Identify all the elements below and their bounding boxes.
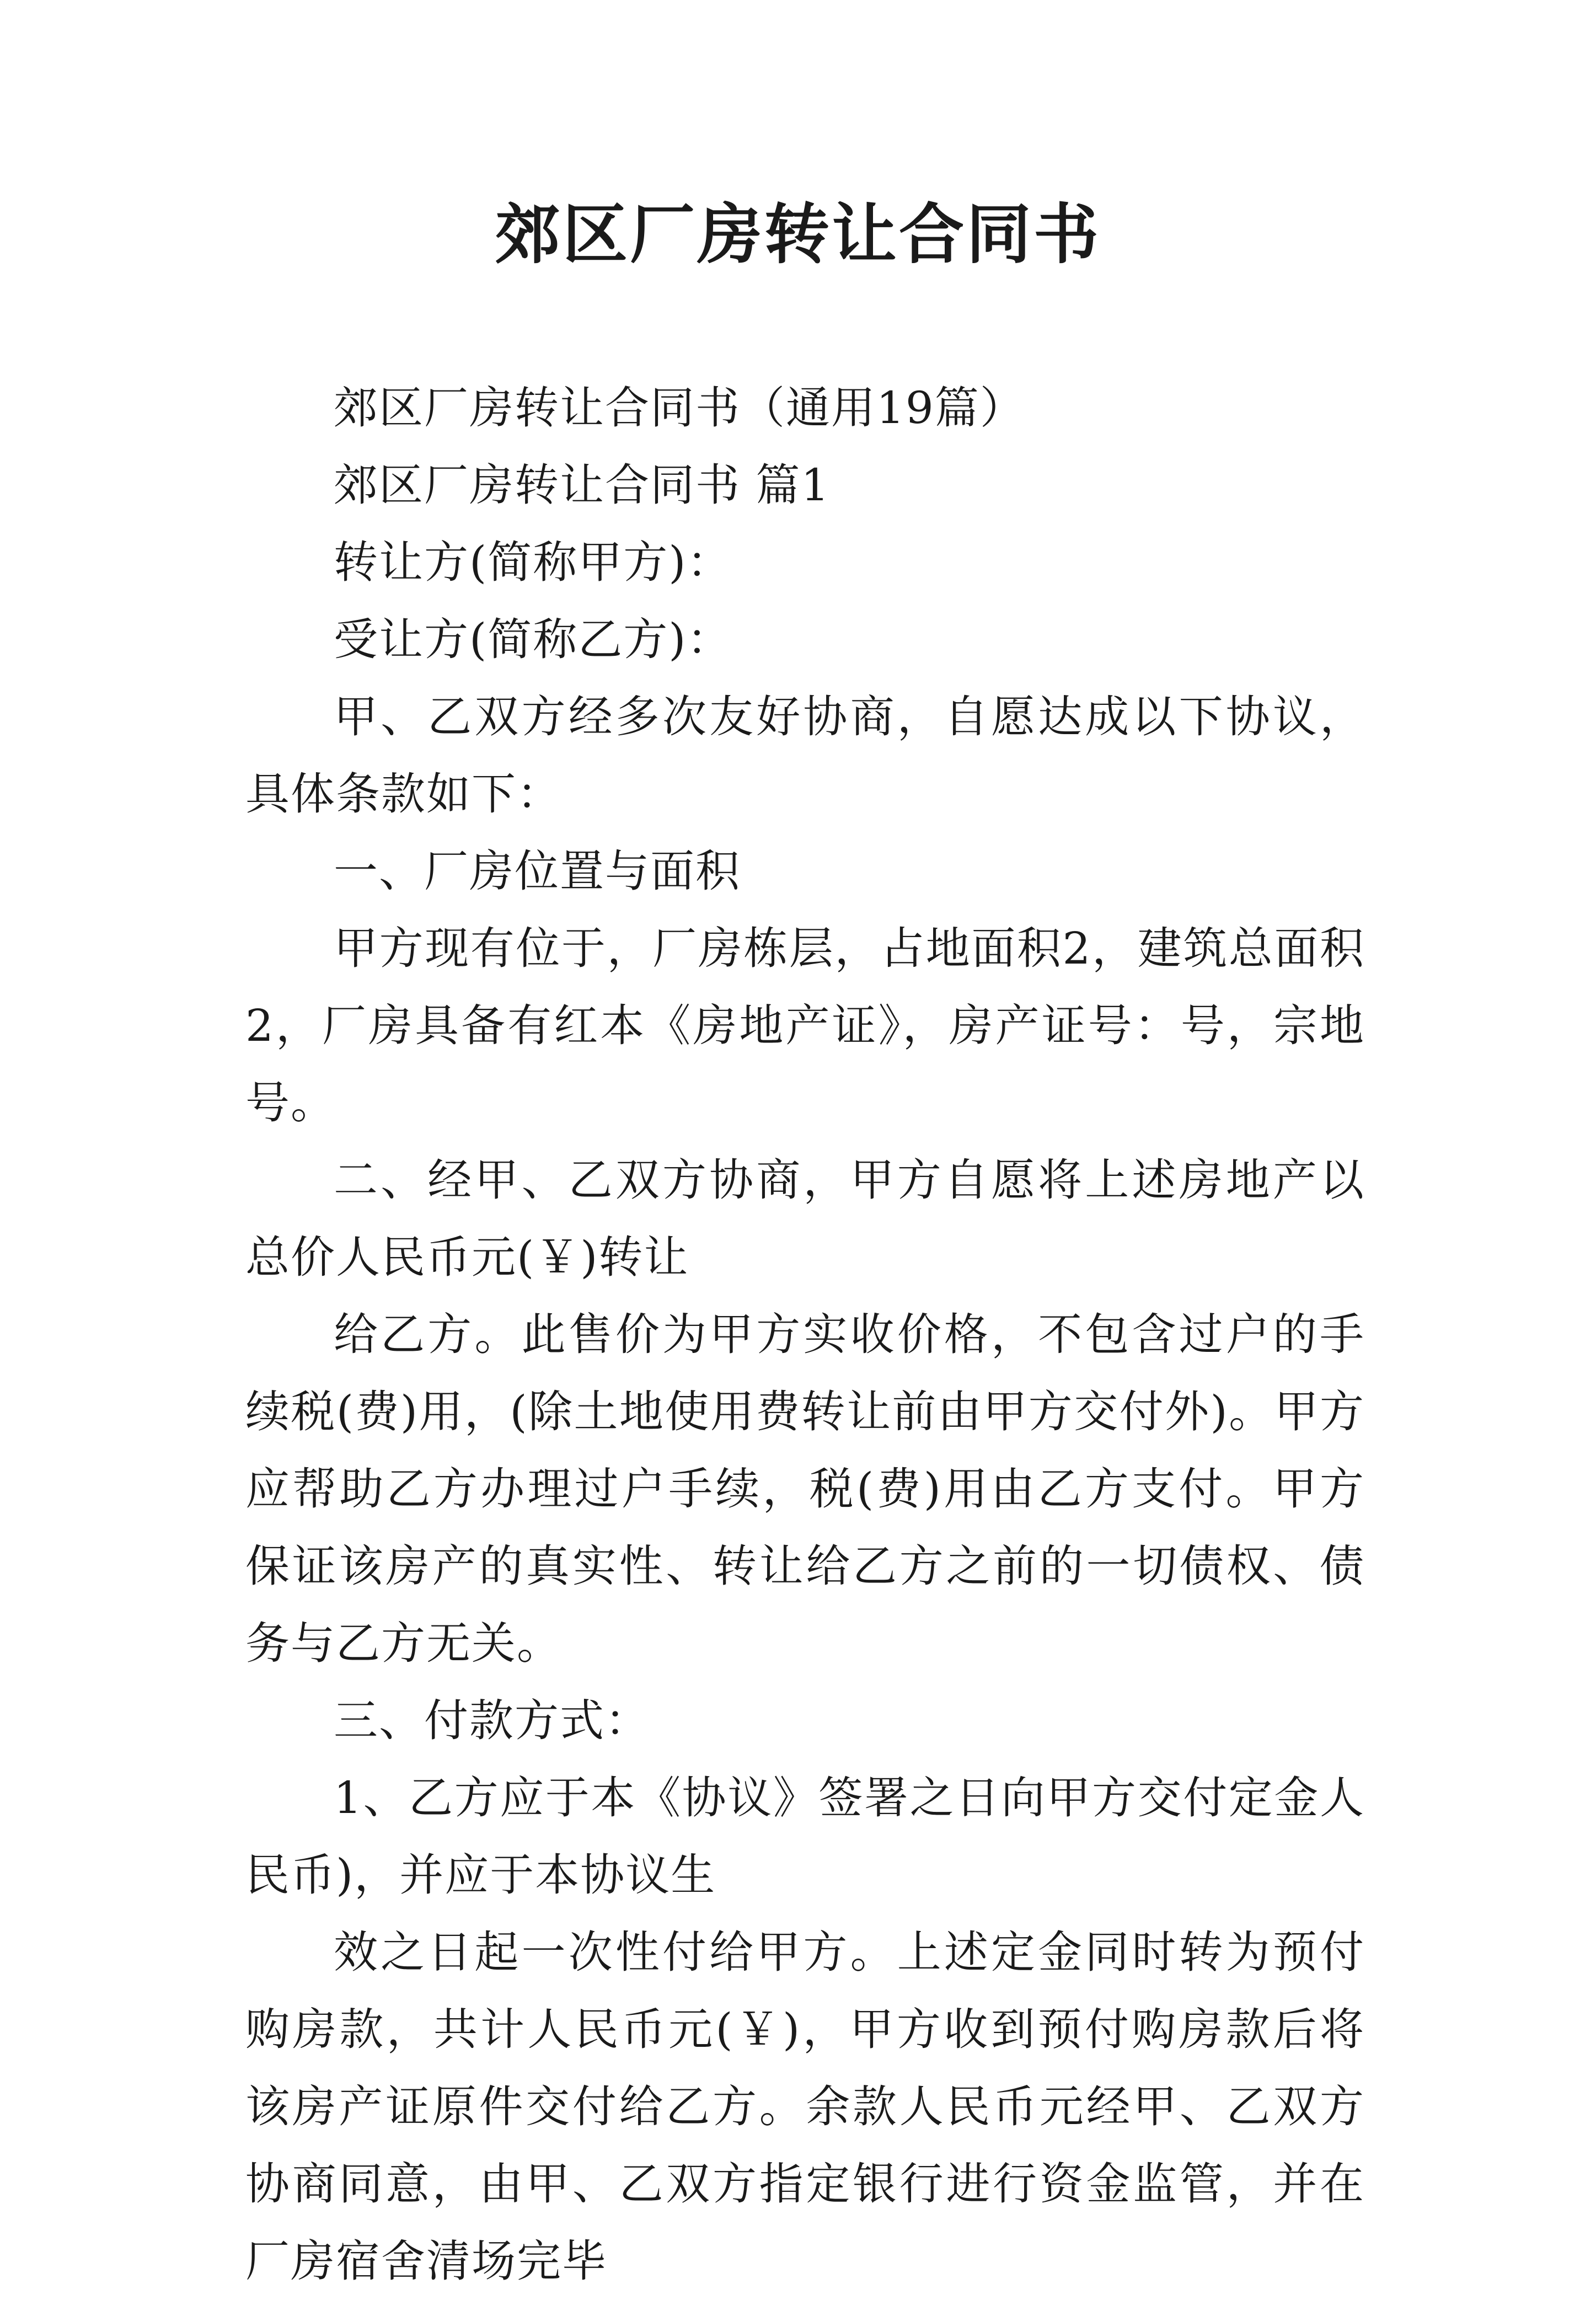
paragraph: 甲、乙双方经多次友好协商，自愿达成以下协议，具体条款如下： [245,691,1365,820]
paragraph: 甲方现有位于，厂房栋层，占地面积2，建筑总面积2，厂房具备有红本《房地产证》，房产证号：号，宗地号。 [245,923,1365,1128]
paragraph: 给乙方。此售价为甲方实收价格，不包含过户的手续税(费)用，(除土地使用费转让前由甲方交付外)。甲方应帮助乙方办理过户手续，税(费)用由乙方支付。甲方保证该房产的真实性、转让给乙方之前的一切债权、债务与乙方无关。 [245,1309,1365,1669]
paragraph: 郊区厂房转让合同书（通用19篇） [334,382,1025,434]
paragraph: 郊区厂房转让合同书 篇1 [334,459,831,511]
paragraph: 二、经甲、乙双方协商，甲方自愿将上述房地产以总价人民币元(￥)转让 [245,1154,1365,1283]
paragraph: 转让方(简称甲方)： [334,537,732,588]
paragraph: 三、付款方式： [334,1695,650,1746]
paragraph: 受让方(简称乙方)： [334,614,732,665]
paragraph: 1、乙方应于本《协议》签署之日向甲方交付定金人民币)，并应于本协议生 [245,1772,1365,1901]
paragraph: 一、厂房位置与面积 [334,846,741,897]
document-title: 郊区厂房转让合同书 [495,196,1101,272]
paragraph: 效之日起一次性付给甲方。上述定金同时转为预付购房款，共计人民币元(￥)，甲方收到预付购房款后将该房产证原件交付给乙方。余款人民币元经甲、乙双方协商同意，由甲、乙双方指定银行进行资金监管，并在厂房宿舍清场完毕 [245,1927,1365,2287]
document-body [245,370,1365,2300]
